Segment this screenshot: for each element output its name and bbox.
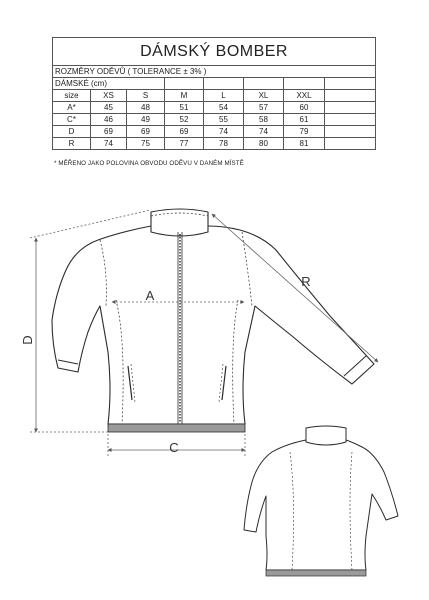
table-cell: 81 [284,138,325,150]
measurement-footnote: * MĚŘENO JAKO POLOVINA OBVODU ODĚVU V DANÉM MÍSTĚ [54,160,244,167]
dimension-r-line [212,214,378,362]
left-cuff [58,360,78,364]
header-cell: XXL [284,90,325,102]
dimension-d-label: D [20,335,35,345]
back-collar [306,426,346,445]
table-cell: 69 [91,126,127,138]
header-cell: L [204,90,244,102]
measurements-label: ROZMĚRY ODĚVŮ ( TOLERANCE ± 3% ) [53,66,376,78]
header-cell: S [127,90,165,102]
table-cell: 80 [244,138,284,150]
chart-title: DÁMSKÝ BOMBER [53,38,376,66]
row-label: A* [53,102,91,114]
row-label: R [53,138,91,150]
table-cell: 74 [204,126,244,138]
table-cell: 75 [127,138,165,150]
table-cell: 74 [91,138,127,150]
table-cell: 79 [284,126,325,138]
back-left-seam [290,452,294,570]
dimension-r-label: R [301,274,311,289]
table-cell: 54 [204,102,244,114]
table-cell: 57 [244,102,284,114]
table-cell: 69 [165,126,204,138]
gender-unit-label: DÁMSKÉ (cm) [53,78,165,90]
back-body [244,440,398,570]
header-cell: M [165,90,204,102]
left-panel-seam [116,300,123,424]
dimension-c-label: C [169,440,179,455]
table-cell: 78 [204,138,244,150]
jacket-body [52,226,374,424]
table-cell: 49 [127,114,165,126]
right-panel-seam [233,300,238,424]
front-jacket-drawing [52,209,374,424]
table-cell: 77 [165,138,204,150]
table-cell: 46 [91,114,127,126]
dimension-a-label: A [145,288,155,303]
table-cell: 69 [127,126,165,138]
table-cell: 61 [284,114,325,126]
table-cell: 74 [244,126,284,138]
row-label: C* [53,114,91,126]
right-cuff [344,356,366,376]
table-cell: 45 [91,102,127,114]
table-cell: 48 [127,102,165,114]
back-right-seam [350,452,352,570]
collar-top-seam [151,213,208,216]
table-cell: 55 [204,114,244,126]
left-pocket [128,366,132,400]
table-cell: 58 [244,114,284,126]
right-pocket [222,366,226,400]
header-cell: size [53,90,91,102]
table-cell: 52 [165,114,204,126]
left-armhole-seam [100,240,106,306]
right-armhole-seam [242,232,252,306]
dimension-lines [30,210,378,456]
row-label: D [53,126,91,138]
header-cell: XS [91,90,127,102]
dimension-d-ext-top [30,210,150,238]
back-jacket-drawing [244,426,398,570]
table-cell: 60 [284,102,325,114]
waistband [108,424,245,432]
table-cell: 51 [165,102,204,114]
back-waistband [266,570,366,576]
header-cell: XL [244,90,284,102]
